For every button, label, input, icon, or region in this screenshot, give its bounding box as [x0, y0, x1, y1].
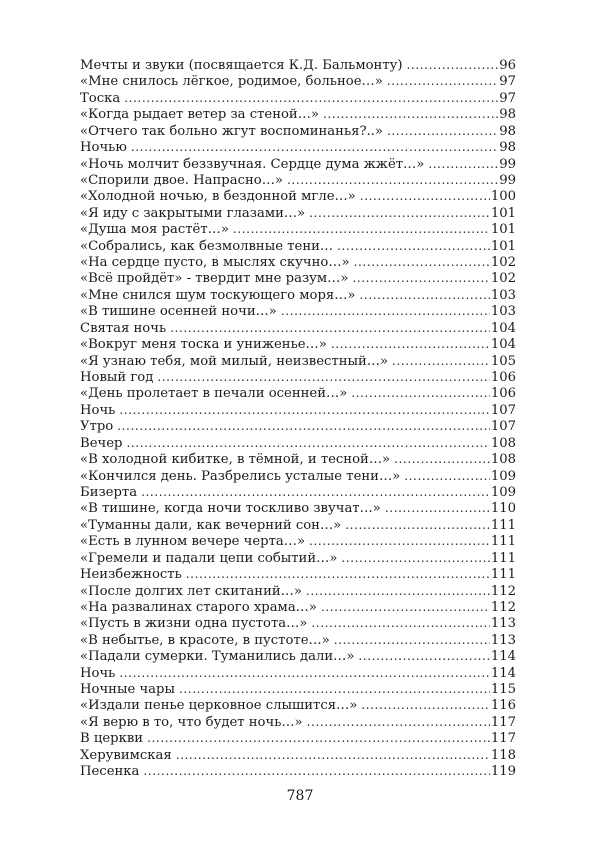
- toc-entry: [80, 270, 516, 286]
- toc-entry-page: 100: [490, 189, 516, 205]
- toc-entry-title: «Мне снилось лёгкое, родимое, больное…»: [80, 74, 383, 90]
- toc-entry-page: 118: [490, 747, 516, 763]
- toc-entry: [80, 714, 516, 730]
- toc-dot-leader: [119, 402, 489, 418]
- toc-entry: [80, 156, 516, 172]
- toc-dot-leader: [358, 648, 489, 664]
- toc-dot-leader: [141, 484, 490, 500]
- toc-entry-title: «Есть в лунном вечере черта…»: [80, 534, 306, 550]
- toc-entry: [80, 632, 516, 648]
- toc-dot-leader: [351, 385, 490, 401]
- toc-dot-leader: [387, 123, 498, 139]
- toc-entry: [80, 533, 516, 549]
- toc-entry: [80, 665, 516, 681]
- toc-entry-title: «Собрались, как безмолвные тени…: [80, 238, 334, 254]
- page-number: 787: [286, 788, 314, 804]
- toc-entry: [80, 287, 516, 303]
- toc-entry-title: «Я иду с закрытыми глазами…»: [80, 205, 306, 221]
- toc-entry-title: «На развалинах старого храма…»: [80, 599, 317, 615]
- toc-entry: [80, 90, 516, 106]
- toc-entry-page: 111: [490, 550, 516, 566]
- toc-entry-page: 111: [490, 567, 516, 583]
- toc-entry: [80, 123, 516, 139]
- toc-entry-title: «Вокруг меня тоска и униженье…»: [80, 337, 327, 353]
- toc-dot-leader: [311, 615, 489, 631]
- toc-dot-leader: [186, 566, 490, 582]
- toc-entry-page: 106: [490, 386, 516, 402]
- toc-entry: [80, 550, 516, 566]
- toc-entry-page: 98: [499, 123, 516, 139]
- toc-entry-page: 108: [490, 435, 516, 451]
- toc-dot-leader: [124, 90, 498, 106]
- toc-entry: [80, 500, 516, 516]
- toc-entry-page: 113: [490, 632, 516, 648]
- toc-dot-leader: [345, 517, 490, 533]
- toc-entry-title: «Туманны дали, как вечерний сон…»: [80, 517, 342, 533]
- toc-entry-title: Новый год: [80, 370, 154, 386]
- toc-dot-leader: [360, 287, 490, 303]
- toc-dot-leader: [119, 665, 489, 681]
- toc-entry-page: 108: [490, 452, 516, 468]
- toc-entry-title: «Падали сумерки. Туманились дали…»: [80, 649, 355, 665]
- toc-dot-leader: [306, 583, 490, 599]
- toc-entry: [80, 238, 516, 254]
- toc-entry-page: 104: [490, 337, 516, 353]
- toc-dot-leader: [404, 468, 490, 484]
- toc-entry-title: В церкви: [80, 731, 144, 747]
- toc-dot-leader: [281, 303, 490, 319]
- toc-entry-page: 98: [499, 107, 516, 123]
- toc-entry: [80, 172, 516, 188]
- toc-entry: [80, 221, 516, 237]
- toc-entry: [80, 681, 516, 697]
- toc-entry: [80, 57, 516, 73]
- toc-dot-leader: [126, 435, 489, 451]
- toc-entry: [80, 303, 516, 319]
- toc-entry: [80, 385, 516, 401]
- toc-dot-leader: [309, 205, 490, 221]
- toc-dot-leader: [387, 73, 498, 89]
- toc-entry-title: Ночь: [80, 402, 116, 418]
- toc-entry: [80, 320, 516, 336]
- toc-entry-title: «После долгих лет скитаний…»: [80, 583, 302, 599]
- toc-entry-title: «Я узнаю тебя, мой милый, неизвестный…»: [80, 353, 389, 369]
- toc-entry-page: 97: [499, 74, 516, 90]
- toc-entry-page: 101: [490, 222, 516, 238]
- toc-entry-title: «В небытье, в красоте, в пустоте…»: [80, 632, 330, 648]
- toc-entry-title: Святая ночь: [80, 320, 167, 336]
- toc-dot-leader: [131, 139, 498, 155]
- toc-entry-page: 102: [490, 271, 516, 287]
- toc-dot-leader: [321, 599, 490, 615]
- toc-dot-leader: [287, 172, 498, 188]
- toc-entry-title: «День пролетает в печали осенней…»: [80, 386, 348, 402]
- toc-entry-page: 98: [499, 140, 516, 156]
- toc-entry-page: 110: [490, 501, 516, 517]
- toc-dot-leader: [392, 353, 490, 369]
- toc-entry-title: «Спорили двое. Напрасно…»: [80, 172, 283, 188]
- toc-entry-title: Ночные чары: [80, 682, 175, 698]
- toc-entry-title: «В холодной кибитке, в тёмной, и тесной…»: [80, 452, 391, 468]
- toc-entry: [80, 747, 516, 763]
- toc-entry-page: 97: [499, 90, 516, 106]
- toc-entry-page: 103: [490, 304, 516, 320]
- toc-entry-page: 109: [490, 484, 516, 500]
- toc-entry: [80, 468, 516, 484]
- toc-entry: [80, 566, 516, 582]
- toc-entry-page: 112: [490, 583, 516, 599]
- toc-dot-leader: [407, 57, 499, 73]
- toc-entry-title: «Отчего так больно жгут воспоминанья?..»: [80, 123, 383, 139]
- toc-entry-title: Тоска: [80, 90, 121, 106]
- toc-entry: [80, 435, 516, 451]
- toc-entry: [80, 188, 516, 204]
- toc-entry-title: Вечер: [80, 435, 123, 451]
- table-of-contents: [80, 57, 516, 780]
- toc-dot-leader: [309, 533, 490, 549]
- toc-dot-leader: [361, 697, 490, 713]
- toc-entry-title: «Душа моя растёт…»: [80, 222, 229, 238]
- toc-dot-leader: [176, 747, 490, 763]
- toc-entry-page: 96: [499, 58, 516, 73]
- toc-dot-leader: [341, 550, 489, 566]
- toc-entry: [80, 73, 516, 89]
- toc-entry-page: 115: [490, 682, 516, 698]
- toc-entry-title: «Всё пройдёт» - твердит мне разум…»: [80, 271, 349, 287]
- toc-entry-title: Неизбежность: [80, 567, 182, 583]
- toc-entry-page: 101: [490, 238, 516, 254]
- toc-dot-leader: [157, 369, 490, 385]
- toc-entry-title: Утро: [80, 419, 114, 435]
- toc-entry-page: 114: [490, 665, 516, 681]
- toc-entry-title: «Кончился день. Разбрелись усталые тени…»: [80, 468, 401, 484]
- toc-entry: [80, 615, 516, 631]
- toc-entry: [80, 369, 516, 385]
- toc-entry-page: 117: [490, 731, 516, 747]
- toc-entry: [80, 139, 516, 155]
- toc-entry: [80, 517, 516, 533]
- toc-entry-title: «Издали пенье церковное слышится…»: [80, 698, 358, 714]
- toc-dot-leader: [394, 451, 490, 467]
- toc-entry: [80, 205, 516, 221]
- toc-dot-leader: [360, 188, 490, 204]
- toc-entry-page: 105: [490, 353, 516, 369]
- toc-entry: [80, 730, 516, 746]
- toc-dot-leader: [337, 238, 490, 254]
- toc-entry-title: «Когда рыдает ветер за стеной…»: [80, 107, 319, 123]
- toc-entry: [80, 402, 516, 418]
- toc-entry-title: «Гремели и падали цепи событий…»: [80, 550, 338, 566]
- toc-entry-page: 112: [490, 599, 516, 615]
- toc-entry-title: Ночь: [80, 665, 116, 681]
- toc-entry-page: 102: [490, 255, 516, 271]
- toc-entry-page: 116: [490, 698, 516, 714]
- toc-dot-leader: [428, 156, 498, 172]
- toc-entry-page: 107: [490, 402, 516, 418]
- toc-entry: [80, 763, 516, 779]
- toc-dot-leader: [331, 336, 490, 352]
- toc-entry-page: 117: [490, 714, 516, 730]
- toc-entry-page: 99: [499, 156, 516, 172]
- toc-dot-leader: [170, 320, 490, 336]
- toc-entry-page: 101: [490, 205, 516, 221]
- toc-entry: [80, 254, 516, 270]
- toc-entry-page: 103: [490, 287, 516, 303]
- toc-entry: [80, 599, 516, 615]
- toc-dot-leader: [334, 632, 490, 648]
- toc-entry-page: 113: [490, 616, 516, 632]
- toc-entry: [80, 336, 516, 352]
- toc-entry-title: Бизерта: [80, 484, 138, 500]
- toc-entry-page: 111: [490, 517, 516, 533]
- toc-dot-leader: [179, 681, 490, 697]
- toc-entry-title: «В тишине осенней ночи…»: [80, 304, 277, 320]
- toc-entry: [80, 697, 516, 713]
- toc-entry: [80, 451, 516, 467]
- toc-dot-leader: [307, 714, 490, 730]
- toc-dot-leader: [323, 106, 498, 122]
- toc-entry-title: Ночью: [80, 140, 127, 156]
- toc-entry-page: 111: [490, 534, 516, 550]
- toc-entry-page: 109: [490, 468, 516, 484]
- toc-entry-title: «В тишине, когда ночи тоскливо звучат…»: [80, 501, 381, 517]
- toc-dot-leader: [147, 730, 490, 746]
- toc-dot-leader: [233, 221, 490, 237]
- toc-entry: [80, 583, 516, 599]
- toc-entry: [80, 648, 516, 664]
- toc-entry-page: 119: [490, 764, 516, 780]
- toc-entry-page: 99: [499, 172, 516, 188]
- toc-entry-page: 106: [490, 370, 516, 386]
- toc-entry-page: 107: [490, 419, 516, 435]
- toc-entry-title: Песенка: [80, 764, 140, 780]
- toc-dot-leader: [117, 418, 490, 434]
- toc-entry: [80, 418, 516, 434]
- toc-entry: [80, 353, 516, 369]
- toc-entry-title: «Я верю в то, что будет ночь…»: [80, 714, 303, 730]
- toc-entry-title: «На сердце пусто, в мыслях скучно…»: [80, 255, 350, 271]
- toc-entry-page: 114: [490, 649, 516, 665]
- toc-entry-title: «Холодной ночью, в бездонной мгле…»: [80, 189, 356, 205]
- toc-dot-leader: [352, 270, 489, 286]
- toc-entry: [80, 484, 516, 500]
- toc-dot-leader: [143, 763, 489, 779]
- toc-entry: [80, 106, 516, 122]
- toc-entry-title: «Мне снился шум тоскующего моря…»: [80, 287, 356, 303]
- toc-entry-title: «Ночь молчит беззвучная. Сердце дума жжёт…»: [80, 156, 425, 172]
- toc-entry-title: «Пусть в жизни одна пустота…»: [80, 616, 308, 632]
- toc-entry-title: Херувимская: [80, 747, 172, 763]
- toc-dot-leader: [354, 254, 490, 270]
- toc-entry-title: Мечты и звуки (посвящается К.Д. Бальмонту): [80, 58, 403, 73]
- toc-entry-page: 104: [490, 320, 516, 336]
- toc-dot-leader: [385, 500, 490, 516]
